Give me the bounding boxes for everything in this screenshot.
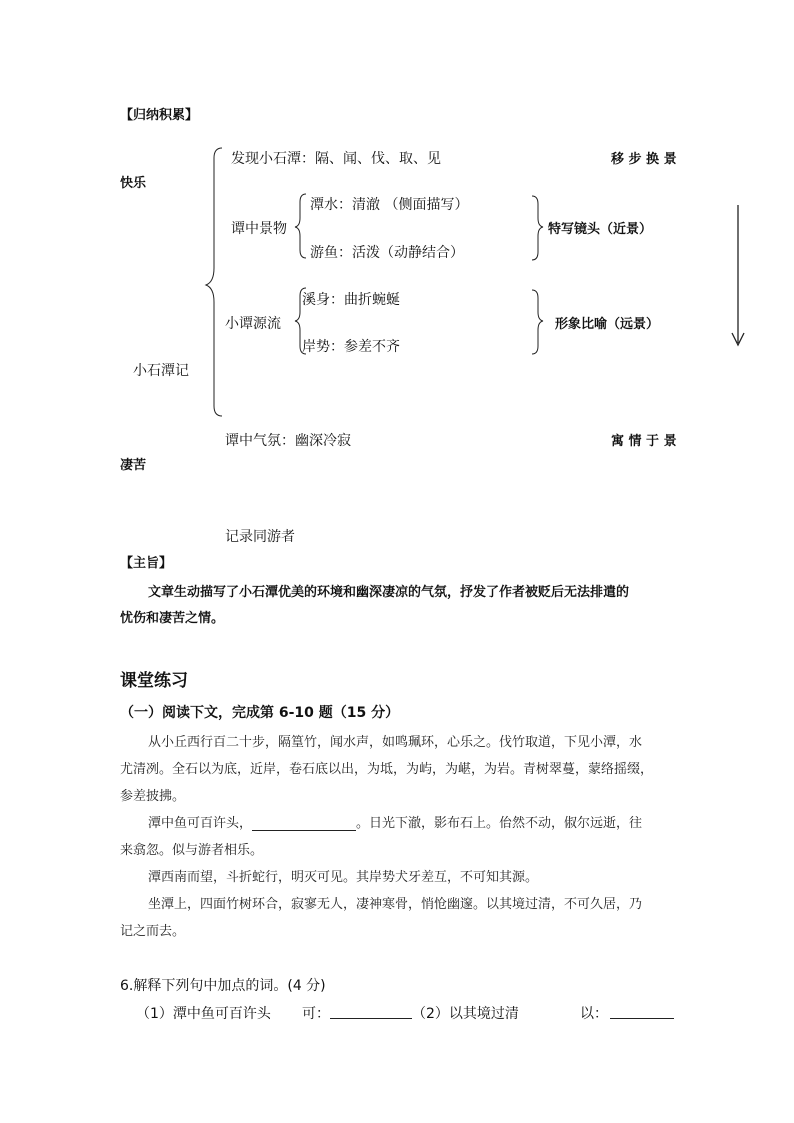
practice-subheading: （一）阅读下文，完成第 6-10 题（15 分）	[120, 705, 400, 721]
sub-bank: 岸势：参差不齐	[302, 339, 400, 355]
question6-item2-sentence: （2）以其境过清	[412, 1006, 519, 1022]
label-kuaile: 快乐	[120, 176, 147, 191]
question6-item2-blank[interactable]	[610, 1002, 674, 1019]
summary-heading: 【归纳积累】	[120, 108, 199, 123]
passage-p1-line2: 尤清冽。全石以为底，近岸，卷石底以出，为坻，为屿，为嵁，为岩。青树翠蔓，蒙络摇缀，	[120, 762, 654, 777]
main-brace	[206, 148, 222, 416]
question6-item1-word: 可：	[302, 1006, 330, 1022]
passage-p2-line2: 来翕忽。似与游者相乐。	[120, 843, 264, 858]
item-companions: 记录同游者	[225, 529, 295, 545]
practice-heading: 课堂练习	[120, 671, 188, 691]
passage-p2-part-a: 潭中鱼可百许头，	[148, 816, 253, 831]
passage-p2-line1	[148, 812, 642, 831]
passage-p3-line1: 潭西南而望，斗折蛇行，明灭可见。其岸势犬牙差互，不可知其源。	[148, 870, 539, 885]
question6-title: 6.解释下列句中加点的词。(4 分)	[120, 978, 326, 994]
item-atmosphere: 谭中气氛：幽深冷寂	[225, 433, 351, 449]
metaphor-brace	[532, 290, 543, 354]
label-qiku: 凄苦	[120, 458, 147, 473]
sub-fish: 游鱼：活泼（动静结合）	[310, 245, 464, 261]
label-metaphor: 形象比喻（远景）	[555, 317, 660, 332]
question6-item1-sentence: （1）潭中鱼可百许头	[136, 1006, 271, 1022]
theme-line2: 忧伤和凄苦之情。	[120, 611, 225, 626]
question6-item2-word: 以：	[580, 1006, 608, 1022]
label-emotion: 寓 情 于 景	[611, 434, 677, 449]
label-closeup: 特写镜头（近景）	[548, 222, 653, 237]
label-yibu: 移 步 换 景	[611, 152, 677, 167]
question6-item1-blank[interactable]	[330, 1002, 412, 1019]
passage-p1-line3: 参差披拂。	[120, 789, 186, 804]
passage-p4-line1: 坐潭上，四面竹树环合，寂寥无人，凄神寒骨，悄怆幽邃。以其境过清，不可久居，乃	[148, 897, 643, 912]
answer-blank-line[interactable]	[252, 816, 356, 831]
passage-p1-line1: 从小丘西行百二十步，隔篁竹，闻水声，如鸣珮环，心乐之。伐竹取道，下见小潭，水	[148, 735, 643, 750]
item-scenery: 谭中景物	[231, 221, 287, 237]
item-discover: 发现小石潭：隔、闻、伐、取、见	[231, 151, 441, 167]
sub-stream: 溪身：曲折蜿蜒	[302, 292, 400, 308]
theme-line1: 文章生动描写了小石潭优美的环境和幽深凄凉的气氛，抒发了作者被贬后无法排遣的	[148, 585, 630, 600]
label-title-center: 小石潭记	[133, 363, 189, 379]
sub-water: 潭水：清澈 （侧面描写）	[310, 197, 469, 213]
closeup-brace	[532, 196, 543, 260]
theme-heading: 【主旨】	[120, 556, 173, 571]
item-source: 小谭源流	[225, 316, 281, 332]
passage-p4-line2: 记之而去。	[120, 924, 186, 939]
scenery-brace	[295, 194, 306, 258]
passage-p2-part-b: 。日光下澈，影布石上。佁然不动，俶尔远逝，往	[356, 816, 643, 831]
